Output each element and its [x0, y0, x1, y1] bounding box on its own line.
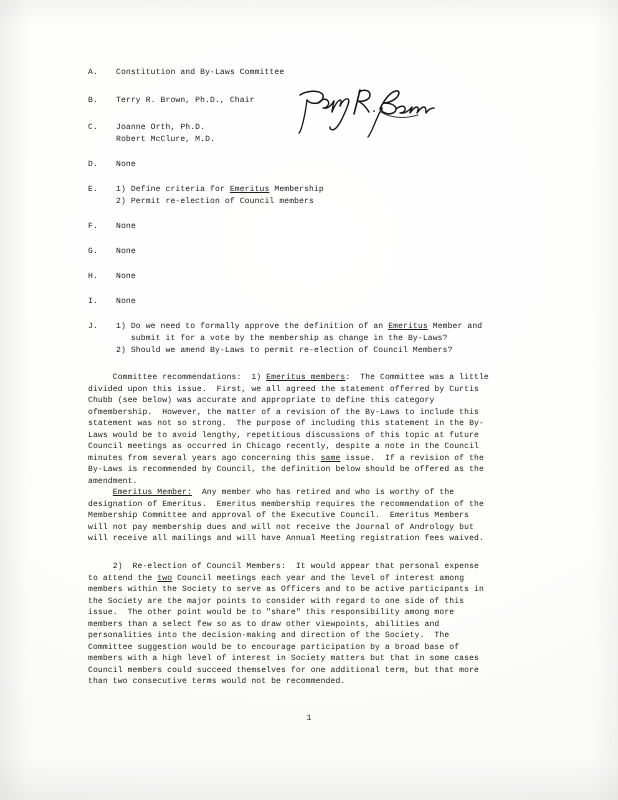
paragraph-committee-recommendations-line-8: minutes from several years ago concerning this same issue. If a revision of the	[88, 453, 484, 463]
paragraph-emeritus-member-line-2: designation of Emeritus. Emeritus membership requires the recommendation of the	[88, 499, 484, 509]
outline-text-e-line2: 2) Permit re-election of Council members	[116, 197, 314, 206]
underlined-phrase: two	[157, 573, 173, 583]
underlined-phrase: Emeritus Member:	[112, 488, 192, 497]
outline-item-c-continued	[88, 134, 215, 146]
paragraph-committee-recommendations-line-9: By-Laws is recommended by Council, the definition below should be offered as the	[88, 465, 484, 474]
outline-text-c-line2: Robert McClure, M.D.	[116, 135, 215, 144]
paragraph-reelection-line-10: Council members could succeed themselves for one additional term, but that more	[88, 665, 479, 675]
paragraph-committee-recommendations-line-7: Council meetings as occurred in Chicago recently, despite a note in the Council	[88, 442, 479, 451]
outline-text-i: None	[116, 297, 136, 306]
outline-letter-i: I.	[88, 297, 98, 306]
outline-text-g: None	[116, 247, 136, 256]
paragraph-reelection-line-3: members within the Society to serve as Officers and to be active participants in	[88, 585, 484, 594]
outline-item-g	[88, 246, 136, 258]
outline-text-h: None	[116, 272, 136, 281]
outline-letter-d: D.	[88, 160, 98, 169]
paragraph-emeritus-member-line-1: Emeritus Member: Any member who has retired and who is worthy of the	[112, 488, 455, 497]
paragraph-reelection-line-9: members with a high level of interest in Society matters but that in some cases	[88, 654, 479, 663]
outline-item-a	[88, 67, 284, 79]
outline-letter-j: J.	[88, 322, 98, 331]
outline-text-c-line1: Joanne Orth, Ph.D.	[116, 123, 206, 132]
outline-letter-a: A.	[88, 68, 98, 77]
paragraph-committee-recommendations-line-5: statement was not so strong. The purpose of including this statement in the By-	[88, 419, 484, 428]
outline-item-h	[88, 271, 136, 283]
outline-letter-e: E.	[88, 185, 98, 194]
outline-item-f	[88, 221, 136, 233]
outline-item-e	[88, 184, 324, 196]
paragraph-emeritus-member-line-4: will not pay membership dues and will not receive the Journal of Andrology but	[88, 522, 475, 532]
paragraph-reelection-line-2: to attend the two Council meetings each year and the level of interest among	[88, 573, 465, 583]
outline-item-j-continued-1	[88, 333, 448, 345]
paragraph-emeritus-member-line-5: will receive all mailings and will have Annual Meeting registration fees waived.	[88, 534, 484, 543]
paragraph-emeritus-member-line-3: Membership Committee and approval of the Executive Council. Emeritus Members	[88, 511, 470, 520]
outline-item-d	[88, 159, 136, 171]
paragraph-reelection-line-5: issue. The other point would be to "share" this responsibility among more	[88, 608, 455, 617]
paragraph-reelection-line-7: personalities into the decision-making and direction of the Society. The	[88, 631, 450, 640]
outline-letter-b: B.	[88, 96, 98, 105]
underlined-phrase: Emeritus members	[266, 373, 346, 382]
paragraph-committee-recommendations-line-1: Committee recommendations: 1) Emeritus members: The Committee was a little	[88, 373, 489, 382]
outline-text-j-line2: submit it for a vote by the membership as change in the By-Laws?	[116, 334, 448, 343]
paragraph-reelection-line-8: Committee suggestion would be to encourage participation by a broad base of	[88, 642, 460, 652]
outline-item-e-continued	[88, 196, 314, 208]
outline-text-j-line3: 2) Should we amend By-Laws to permit re-election of Council Members?	[116, 346, 453, 355]
outline-item-b	[88, 95, 255, 107]
paragraph-reelection-line-1: 2) Re-election of Council Members: It would appear that personal expense	[88, 562, 479, 571]
outline-item-j	[88, 321, 482, 333]
outline-text-d: None	[116, 160, 136, 169]
underlined-phrase: Emeritus	[229, 185, 270, 194]
outline-item-c	[88, 122, 205, 134]
outline-text-b: Terry R. Brown, Ph.D., Chair	[116, 96, 255, 105]
underlined-phrase: Emeritus	[388, 322, 428, 331]
outline-text-a: Constitution and By-Laws Committee	[116, 68, 285, 77]
outline-item-i	[88, 296, 136, 308]
paragraph-reelection-line-6: members than a select few so as to draw other viewpoints, abilities and	[88, 619, 440, 629]
outline-letter-f: F.	[88, 222, 98, 231]
outline-text-j-line1: 1) Do we need to formally approve the definition of an Emeritus Member and	[116, 322, 483, 331]
paragraph-reelection-line-11: than two consecutive terms would not be recommended.	[88, 677, 346, 686]
outline-letter-c: C.	[88, 123, 98, 132]
underlined-phrase: same	[320, 453, 341, 463]
outline-letter-g: G.	[88, 247, 98, 256]
outline-text-e-line1: 1) Define criteria for Emeritus Membership	[116, 185, 324, 194]
page-number: 1	[306, 714, 312, 723]
paragraph-reelection-line-4: the Society are the major points to consider with regard to one side of this	[88, 596, 465, 606]
outline-text-f: None	[116, 222, 136, 231]
paragraph-committee-recommendations-line-2: divided upon this issue. First, we all agreed the statement offerred by Curtis	[88, 384, 479, 394]
paragraph-committee-recommendations-line-6: Laws would be to avoid lengthy, repetitious discussions of this topic at future	[88, 430, 479, 440]
paragraph-committee-recommendations-line-10: amendment.	[88, 476, 138, 486]
outline-letter-h: H.	[88, 272, 98, 281]
outline-item-j-continued-2	[88, 345, 453, 357]
paragraph-committee-recommendations-line-3: Chubb (see below) was accurate and appropriate to define this category	[88, 396, 435, 405]
paragraph-committee-recommendations-line-4: ofmembership. However, the matter of a revision of the By-Laws to include this	[88, 407, 479, 417]
